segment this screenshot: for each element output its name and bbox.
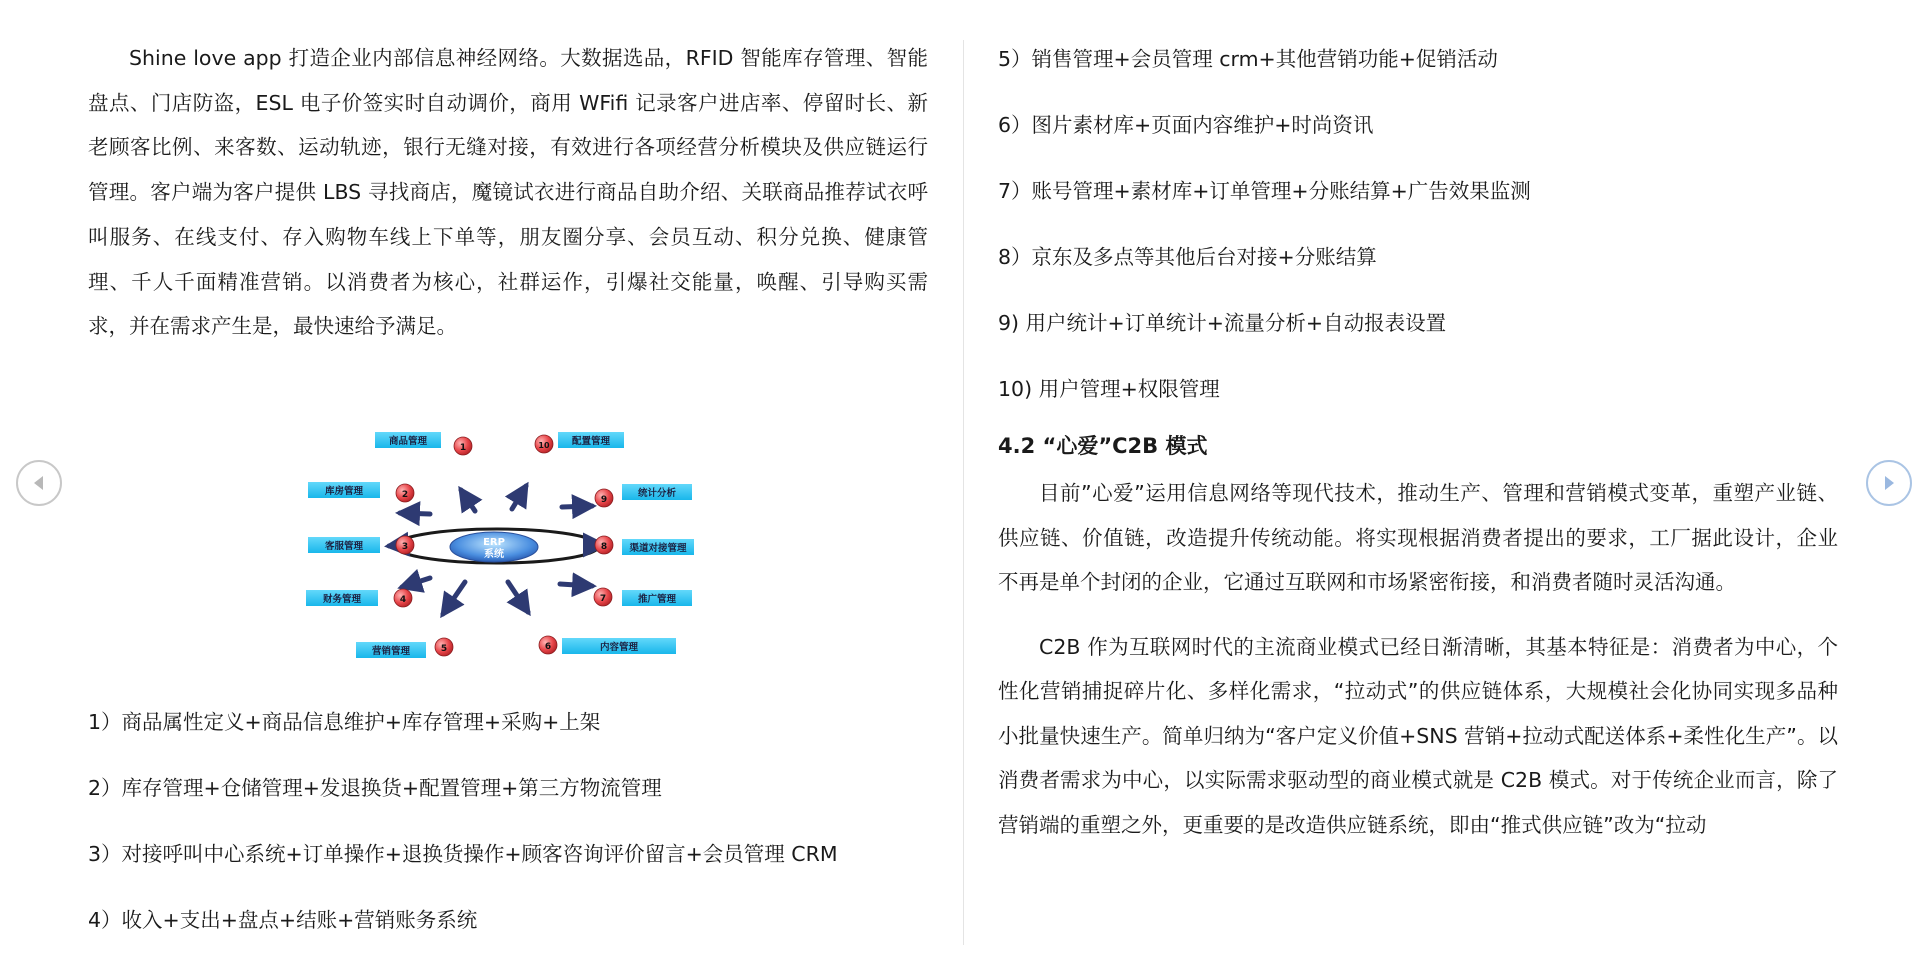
node-6-label: 内容管理 bbox=[599, 642, 639, 653]
node-3-label: 客服管理 bbox=[324, 541, 364, 552]
node-2 bbox=[308, 482, 414, 502]
arrow-5 bbox=[443, 582, 465, 614]
node-1-number: 1 bbox=[459, 443, 467, 453]
list-item: 10) 用户管理+权限管理 bbox=[998, 377, 1220, 401]
node-4 bbox=[306, 589, 412, 607]
chevron-right-icon bbox=[1879, 473, 1899, 493]
node-2-label: 库房管理 bbox=[324, 486, 364, 497]
node-4-number: 4 bbox=[399, 595, 407, 605]
list-item: 1）商品属性定义+商品信息维护+库存管理+采购+上架 bbox=[88, 710, 601, 734]
node-5 bbox=[356, 638, 453, 658]
list-item: 4）收入+支出+盘点+结账+营销账务系统 bbox=[88, 908, 478, 932]
list-item: 6）图片素材库+页面内容维护+时尚资讯 bbox=[998, 113, 1374, 137]
arrow-2 bbox=[400, 513, 430, 514]
node-3-number: 3 bbox=[401, 542, 409, 552]
arrow-1 bbox=[461, 490, 475, 511]
node-6 bbox=[539, 636, 676, 654]
node-2-number: 2 bbox=[401, 490, 409, 500]
right-column bbox=[998, 47, 1838, 837]
node-5-number: 5 bbox=[440, 644, 448, 654]
node-7-label: 推广管理 bbox=[637, 594, 677, 605]
node-1 bbox=[375, 432, 472, 455]
arrow-10 bbox=[512, 486, 526, 509]
chevron-left-icon bbox=[29, 473, 49, 493]
erp-center-node bbox=[395, 529, 599, 563]
arrow-6 bbox=[508, 582, 528, 612]
node-8 bbox=[595, 536, 694, 555]
arrow-9 bbox=[562, 506, 592, 507]
node-5-label: 营销管理 bbox=[371, 646, 411, 657]
node-9-number: 9 bbox=[600, 495, 608, 505]
column-divider bbox=[963, 40, 964, 945]
left-column bbox=[88, 36, 928, 349]
node-10-label: 配置管理 bbox=[571, 436, 611, 447]
arrow-4 bbox=[402, 578, 430, 587]
node-10 bbox=[535, 432, 624, 453]
list-item: 5）销售管理+会员管理 crm+其他营销功能+促销活动 bbox=[998, 47, 1498, 71]
left-feature-list bbox=[88, 710, 928, 932]
node-8-number: 8 bbox=[600, 542, 608, 552]
node-4-label: 财务管理 bbox=[322, 594, 362, 605]
list-item: 9) 用户统计+订单统计+流量分析+自动报表设置 bbox=[998, 311, 1447, 335]
node-10-number: 10 bbox=[538, 441, 550, 450]
previous-page-button[interactable] bbox=[16, 460, 62, 506]
list-item: 2）库存管理+仓储管理+发退换货+配置管理+第三方物流管理 bbox=[88, 776, 662, 800]
list-item: 8）京东及多点等其他后台对接+分账结算 bbox=[998, 245, 1377, 269]
erp-label-line1: ERP bbox=[483, 537, 505, 548]
list-item: 7）账号管理+素材库+订单管理+分账结算+广告效果监测 bbox=[998, 179, 1531, 203]
body-paragraph-2: C2B 作为互联网时代的主流商业模式已经日渐清晰，其基本特征是：消费者为中心，个性化营销捕捉碎片化、多样化需求，“拉动式”的供应链体系，大规模社会化协同实现多品种小批量快速生产。简单归纳为“客户定义价值+SNS 营销+拉动式配送体系+柔性化生产”。以消费者需求为中心，以实际需求驱动型的商业模式就是 C2B 模式。对于传统企业而言，除了营销端的重塑之外，更重要的是改造供应链系统，即由“推式供应链”改为“拉动 bbox=[998, 634, 1838, 837]
node-7 bbox=[594, 588, 692, 606]
section-heading: 4.2 “心爱”C2B 模式 bbox=[998, 434, 1208, 458]
erp-label-line2: 系统 bbox=[484, 549, 504, 560]
node-9-label: 统计分析 bbox=[637, 488, 677, 499]
node-7-number: 7 bbox=[599, 594, 607, 604]
node-6-number: 6 bbox=[544, 642, 552, 652]
list-item: 3）对接呼叫中心系统+订单操作+退换货操作+顾客咨询评价留言+会员管理 CRM bbox=[88, 842, 838, 866]
next-page-button[interactable] bbox=[1866, 460, 1912, 506]
node-8-label: 渠道对接管理 bbox=[629, 543, 687, 554]
body-paragraph-1: 目前”心爱”运用信息网络等现代技术，推动生产、管理和营销模式变革，重塑产业链、供应链、价值链，改造提升传统动能。将实现根据消费者提出的要求，工厂据此设计，企业不再是单个封闭的企业，它通过互联网和市场紧密衔接，和消费者随时灵活沟通。 bbox=[998, 481, 1838, 594]
node-3 bbox=[308, 536, 414, 554]
node-9 bbox=[595, 484, 692, 507]
node-1-label: 商品管理 bbox=[388, 436, 428, 447]
intro-paragraph: Shine love app 打造企业内部信息神经网络。大数据选品，RFID 智能库存管理、智能盘点、门店防盗，ESL 电子价签实时自动调价，商用 WFifi 记录客户进店率、停留时长、新老顾客比例、来客数、运动轨迹，银行无缝对接，有效进行各项经营分析模块及供应链运行管理。客户端为客户提供 LBS 寻找商店，魔镜试衣进行商品自助介绍、关联商品推荐试衣呼叫服务、在线支付、存入购物车线上下单等，朋友圈分享、会员互动、积分兑换、健康管理、千人千面精准营销。以消费者为核心，社群运作，引爆社交能量，唤醒、引导购买需求，并在需求产生是，最快速给予满足。 bbox=[88, 46, 928, 339]
erp-system-diagram bbox=[300, 428, 700, 678]
arrow-7 bbox=[560, 584, 592, 586]
